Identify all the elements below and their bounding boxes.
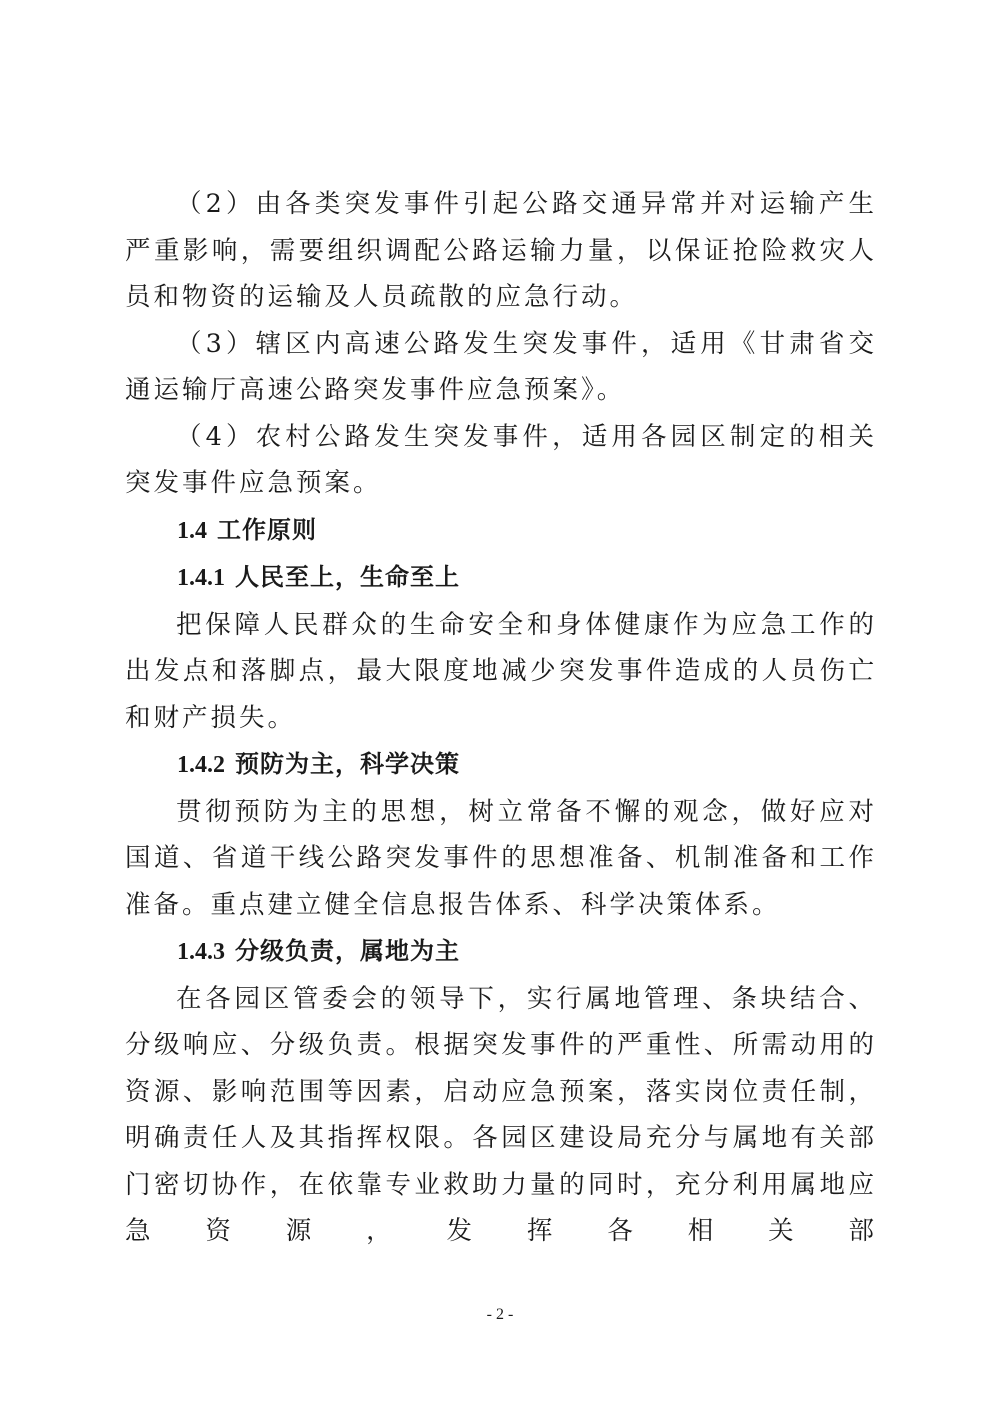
heading-1-4-2-title: 预防为主，科学决策 — [235, 750, 460, 778]
paragraph-scope-4: （4）农村公路发生突发事件，适用各园区制定的相关突发事件应急预案。 — [125, 421, 877, 498]
paragraph-scope-3: （3）辖区内高速公路发生突发事件，适用《甘肃省交通运输厅高速公路突发事件应急预案》。 — [125, 328, 877, 405]
heading-1-4-1-title: 人民至上，生命至上 — [235, 563, 460, 591]
heading-1-4-1-number: 1.4.1 — [177, 565, 225, 591]
paragraph-scope-2: （2）由各类突发事件引起公路交通异常并对运输产生严重影响，需要组织调配公路运输力量，以保证抢险救灾人员和物资的运输及人员疏散的应急行动。 — [125, 189, 877, 312]
heading-1-4-2 — [125, 741, 877, 789]
page-number: - 2 - — [486, 1306, 514, 1323]
heading-1-4-number: 1.4 — [177, 517, 207, 544]
paragraph-1-4-2: 贯彻预防为主的思想，树立常备不懈的观念，做好应对国道、省道干线公路突发事件的思想准备、机制准备和工作准备。重点建立健全信息报告体系、科学决策体系。 — [125, 796, 877, 920]
document-body — [125, 181, 877, 1255]
heading-1-4-1 — [125, 554, 877, 602]
paragraph-1-4-1: 把保障人民群众的生命安全和身体健康作为应急工作的出发点和落脚点，最大限度地减少突发事件造成的人员伤亡和财产损失。 — [125, 609, 877, 733]
heading-1-4-3 — [125, 928, 877, 976]
heading-1-4-3-number: 1.4.3 — [177, 939, 225, 965]
heading-1-4 — [125, 507, 877, 555]
heading-1-4-title: 工作原则 — [217, 515, 317, 544]
heading-1-4-2-number: 1.4.2 — [177, 752, 225, 778]
heading-1-4-3-title: 分级负责，属地为主 — [235, 937, 460, 965]
paragraph-1-4-3: 在各园区管委会的领导下，实行属地管理、条块结合、分级响应、分级负责。根据突发事件的严重性、所需动用的资源、影响范围等因素，启动应急预案，落实岗位责任制，明确责任人及其指挥权限。各园区建设局充分与属地有关部门密切协作，在依靠专业救助力量的同时，充分利用属地应急资源，发挥各相关部 — [125, 983, 877, 1246]
